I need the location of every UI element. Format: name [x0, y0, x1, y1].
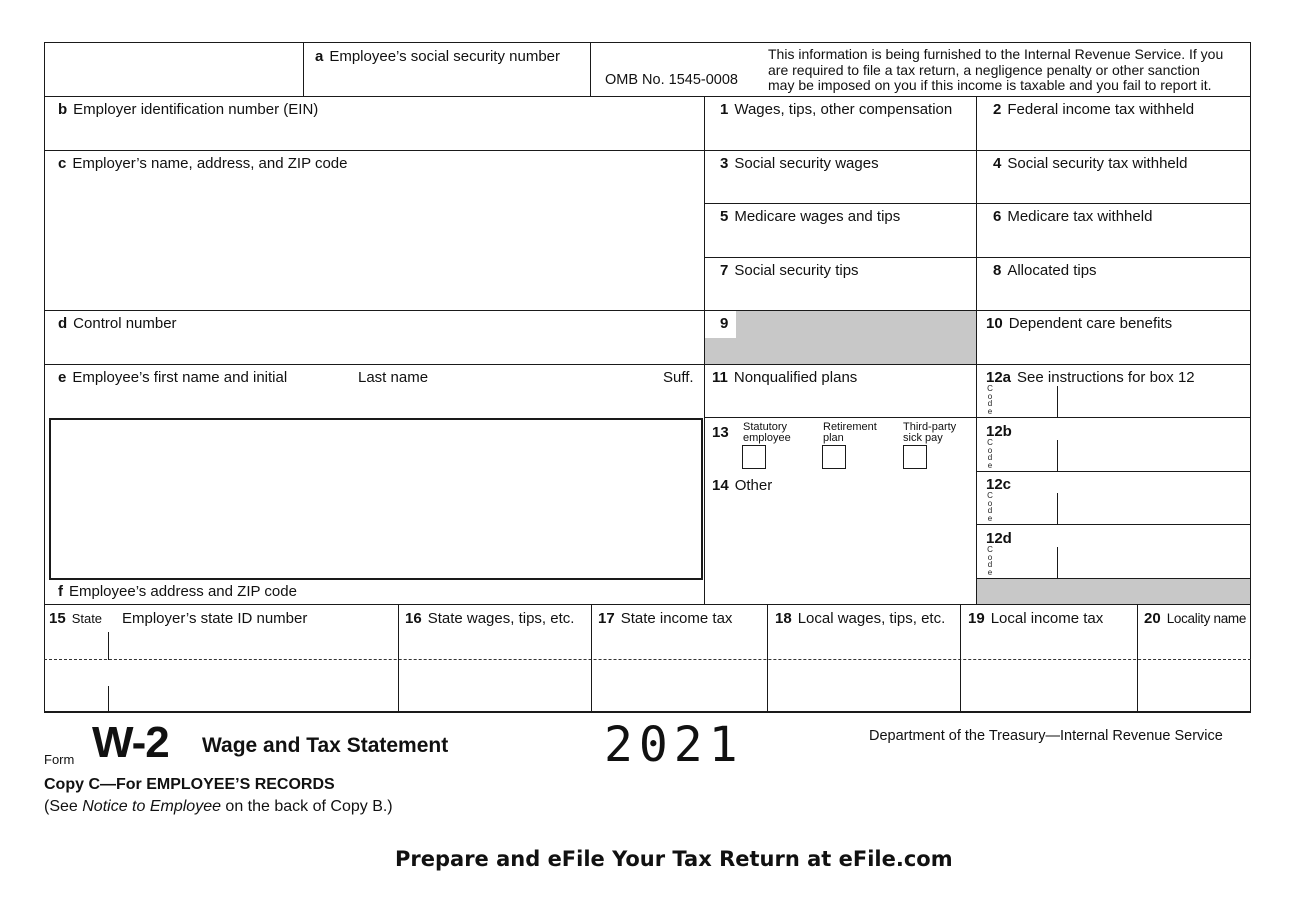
box12-shaded	[977, 579, 1250, 604]
code-divider-12a	[1057, 386, 1058, 417]
col-line-a	[303, 42, 304, 97]
box13-retirement-label: Retirement plan	[823, 421, 877, 444]
row-line-5	[704, 203, 1251, 204]
box1-label: 1 Wages, tips, other compensation	[720, 101, 953, 118]
box12b-label: 12b	[986, 423, 1012, 440]
form-name: W-2	[92, 718, 169, 767]
box10-label: 10 Dependent care benefits	[986, 315, 1173, 332]
box5-label: 5 Medicare wages and tips	[720, 208, 901, 225]
row-line-b	[44, 96, 1251, 97]
box13-number: 13	[712, 424, 729, 441]
code-divider-12c	[1057, 493, 1058, 524]
box12a-code-letters: C o d e	[987, 384, 993, 416]
box8-label: 8 Allocated tips	[993, 262, 1097, 279]
copy-b-notice: (See Notice to Employee on the back of Copy B.)	[44, 798, 393, 815]
form-bottom-border	[44, 711, 1251, 713]
omb-number: OMB No. 1545-0008	[605, 72, 738, 88]
col-line-boxes-even	[976, 96, 977, 418]
code-divider-12b	[1057, 440, 1058, 471]
copy-c-title: Copy C—For EMPLOYEE’S RECORDS	[44, 776, 335, 793]
row-line-15	[44, 604, 1251, 605]
row-line-12c	[976, 471, 1251, 472]
col-line-17	[591, 604, 592, 712]
state-tick-2	[108, 686, 109, 712]
box6-label: 6 Medicare tax withheld	[993, 208, 1153, 225]
statutory-employee-checkbox[interactable]	[742, 445, 766, 469]
box-b-label: b Employer identification number (EIN)	[58, 101, 319, 118]
col-line-18	[767, 604, 768, 712]
box13-statutory-label: Statutory employee	[743, 421, 791, 444]
box15-state-id-label: Employer’s state ID number	[122, 610, 308, 627]
box15-label: 15 State	[49, 610, 103, 627]
code-divider-12d	[1057, 547, 1058, 578]
col-line-16	[398, 604, 399, 712]
row-line-7	[704, 257, 1251, 258]
box13-thirdparty-label: Third-party sick pay	[903, 421, 957, 444]
col-line-20	[1137, 604, 1138, 712]
box-e-label: e Employee’s first name and initial	[58, 369, 288, 386]
row-line-e	[44, 364, 1251, 365]
box2-label: 2 Federal income tax withheld	[993, 101, 1195, 118]
form-title: Wage and Tax Statement	[202, 734, 449, 757]
box-c-label: c Employer’s name, address, and ZIP code	[58, 155, 348, 172]
employee-name-address-box[interactable]	[49, 418, 703, 580]
state-dashed-line	[44, 659, 1251, 660]
tax-year: 2021	[604, 717, 744, 773]
box12b-code-letters: C o d e	[987, 438, 993, 470]
box-d-label: d Control number	[58, 315, 177, 332]
col-line-box12	[976, 417, 977, 605]
irs-notice: This information is being furnished to the Internal Revenue Service. If you are required to file a tax return, a negligence penalty or other sanction may be imposed on you if this income is taxable and you fail to report it.	[768, 46, 1224, 93]
box18-label: 18 Local wages, tips, etc.	[775, 610, 946, 627]
state-tick-1	[108, 632, 109, 660]
box12a-label: 12a See instructions for box 12	[986, 369, 1195, 386]
retirement-plan-checkbox[interactable]	[822, 445, 846, 469]
box7-label: 7 Social security tips	[720, 262, 859, 279]
row-line-13	[704, 417, 1251, 418]
box3-label: 3 Social security wages	[720, 155, 879, 172]
form-right-border	[1250, 42, 1251, 713]
form-top-border	[44, 42, 1251, 43]
box9-shaded	[736, 311, 976, 364]
box17-label: 17 State income tax	[598, 610, 733, 627]
efile-promo: Prepare and eFile Your Tax Return at eFile.com	[395, 847, 953, 871]
row-line-12d	[976, 524, 1251, 525]
form-left-border	[44, 42, 45, 713]
box12c-code-letters: C o d e	[987, 491, 993, 523]
box4-label: 4 Social security tax withheld	[993, 155, 1188, 172]
col-line-19	[960, 604, 961, 712]
box12d-code-letters: C o d e	[987, 545, 993, 577]
department: Department of the Treasury—Internal Revenue Service	[869, 728, 1223, 744]
row-line-d	[44, 310, 1251, 311]
box9-shaded-lower	[705, 338, 736, 364]
box-a-label: a Employee’s social security number	[315, 48, 560, 65]
box16-label: 16 State wages, tips, etc.	[405, 610, 575, 627]
box-e-suffix: Suff.	[663, 369, 694, 386]
box20-label: 20 Locality name	[1144, 610, 1247, 627]
box14-label: 14 Other	[712, 477, 773, 494]
form-word: Form	[44, 752, 75, 767]
box-e-last-name: Last name	[358, 369, 429, 386]
row-line-c	[44, 150, 1251, 151]
box9-label: 9	[720, 315, 729, 332]
box12c-label: 12c	[986, 476, 1012, 493]
col-line-omb	[590, 42, 591, 97]
box12d-label: 12d	[986, 530, 1012, 547]
third-party-sick-pay-checkbox[interactable]	[903, 445, 927, 469]
box11-label: 11 Nonqualified plans	[712, 369, 858, 386]
box19-label: 19 Local income tax	[968, 610, 1104, 627]
box-f-label: f Employee’s address and ZIP code	[58, 583, 297, 600]
